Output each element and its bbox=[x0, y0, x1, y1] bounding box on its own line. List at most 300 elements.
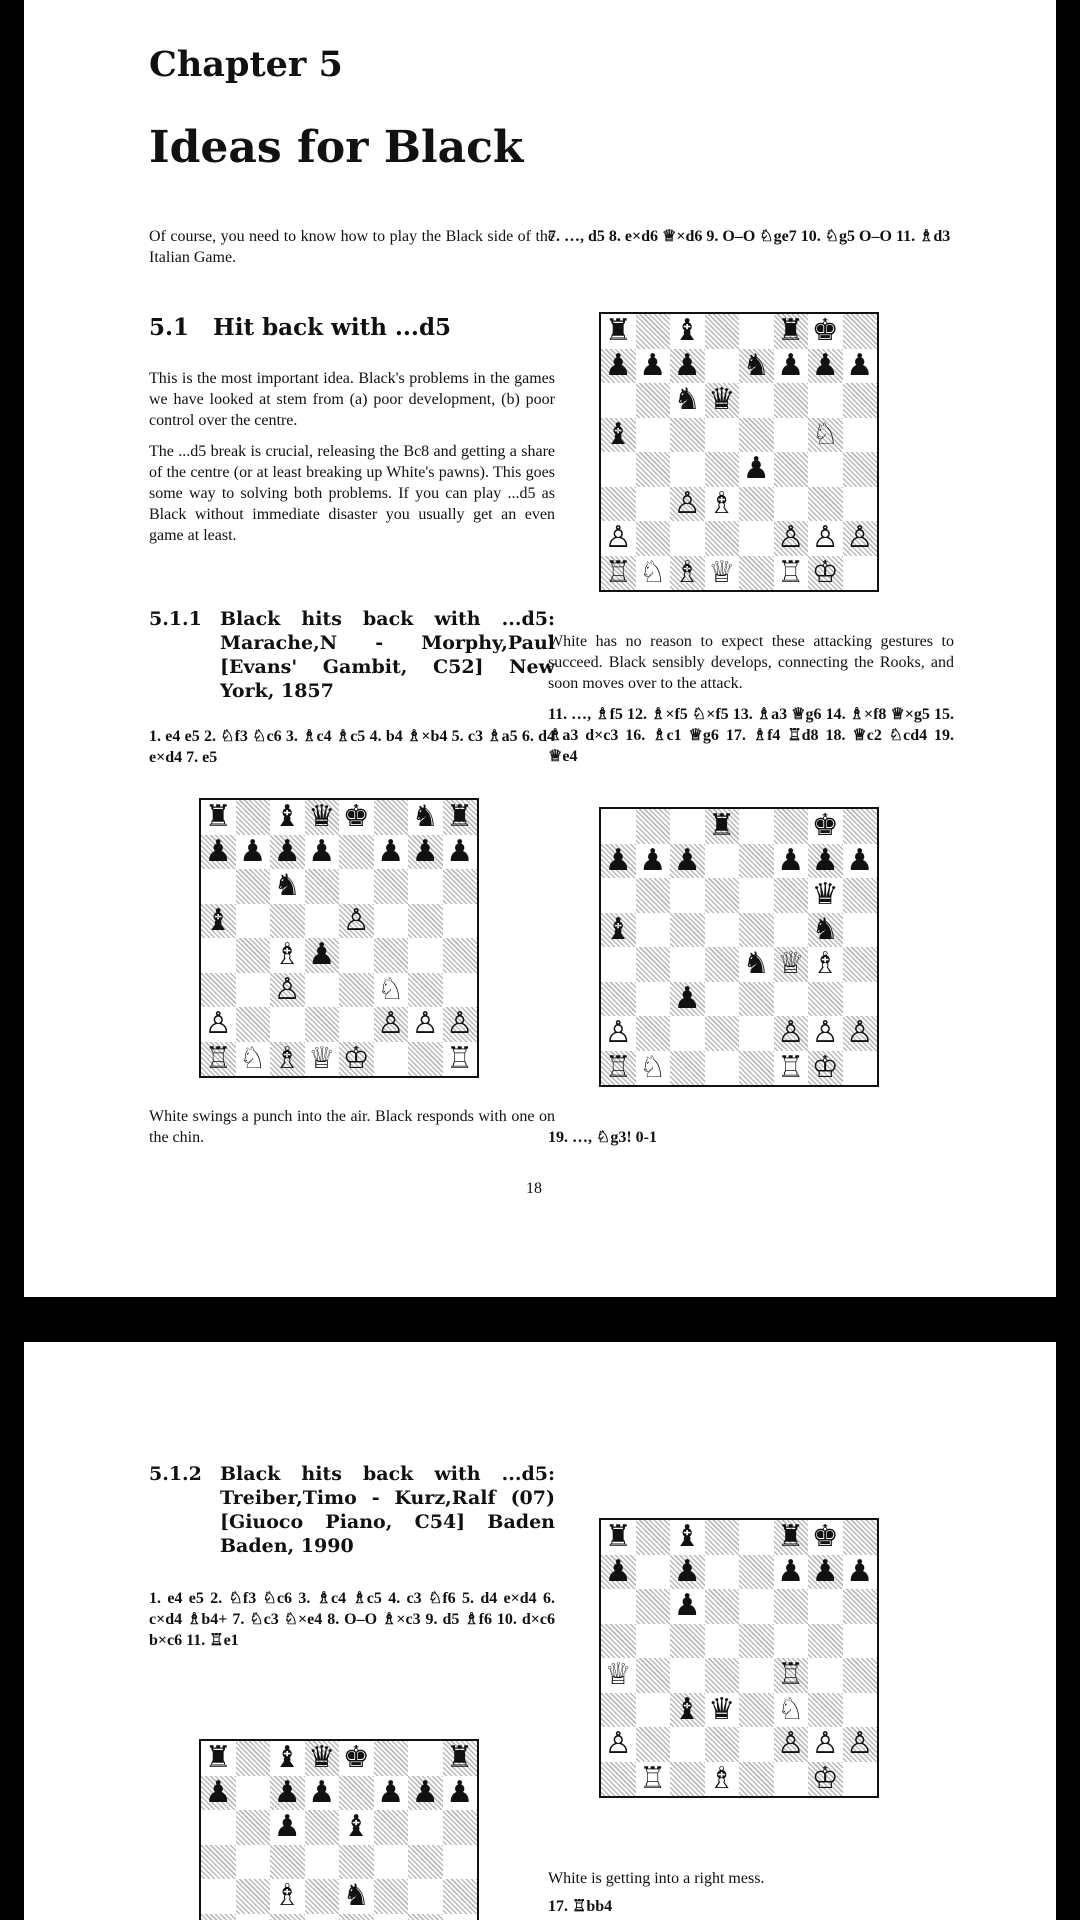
board-square bbox=[270, 1810, 305, 1845]
white-queen-icon: ♕ bbox=[708, 555, 736, 590]
black-pawn-icon: ♟ bbox=[308, 938, 336, 973]
board-square bbox=[408, 938, 443, 973]
black-queen-icon: ♛ bbox=[308, 800, 336, 835]
board-square bbox=[808, 1727, 843, 1762]
board-square bbox=[305, 1914, 340, 1920]
intro-paragraph: Of course, you need to know how to play the Black side of the Italian Game. bbox=[149, 228, 555, 266]
black-rook-icon: ♜ bbox=[708, 809, 736, 844]
board-square bbox=[305, 1741, 340, 1776]
board-square bbox=[774, 1624, 809, 1659]
board-square bbox=[739, 1658, 774, 1693]
board-square bbox=[705, 1658, 740, 1693]
board-square bbox=[739, 947, 774, 982]
white-knight-icon: ♘ bbox=[777, 1692, 805, 1727]
white-pawn-icon: ♙ bbox=[411, 1007, 439, 1042]
board-square bbox=[236, 1776, 271, 1811]
board-square bbox=[808, 1555, 843, 1590]
board-square bbox=[339, 1007, 374, 1042]
paragraph-2: The ...d5 break is crucial, releasing the Bc8 and getting a share of the centre (or at least breaking up White's pawns). This goes some way to solving both problems. If you can play ...d5 as Black without immediate disaster you usually get an even game at least. bbox=[149, 443, 555, 544]
board-square bbox=[305, 1810, 340, 1845]
board-square bbox=[774, 556, 809, 591]
black-pawn-icon: ♟ bbox=[604, 843, 632, 878]
board-square bbox=[443, 1776, 478, 1811]
black-pawn-icon: ♟ bbox=[411, 1775, 439, 1810]
subsection-number-2: 5.1.2 bbox=[149, 1463, 202, 1485]
board-square bbox=[808, 383, 843, 418]
board-square bbox=[670, 1624, 705, 1659]
board-square bbox=[843, 1658, 878, 1693]
board-square bbox=[305, 869, 340, 904]
board-square bbox=[201, 869, 236, 904]
board-square bbox=[808, 844, 843, 879]
board-square bbox=[236, 1879, 271, 1914]
board-square bbox=[636, 418, 671, 453]
board-square bbox=[670, 1016, 705, 1051]
black-knight-icon: ♞ bbox=[273, 869, 301, 904]
white-pawn-icon: ♙ bbox=[377, 1007, 405, 1042]
board-square bbox=[636, 1589, 671, 1624]
board-square bbox=[374, 869, 409, 904]
black-bishop-icon: ♝ bbox=[204, 903, 232, 938]
board-square bbox=[601, 1589, 636, 1624]
board-square bbox=[374, 835, 409, 870]
board-square bbox=[843, 913, 878, 948]
board-square bbox=[408, 904, 443, 939]
white-bishop-icon: ♗ bbox=[273, 1879, 301, 1914]
board-square bbox=[601, 487, 636, 522]
white-pawn-icon: ♙ bbox=[846, 1727, 874, 1762]
white-bishop-icon: ♗ bbox=[811, 947, 839, 982]
board-square bbox=[774, 844, 809, 879]
white-pawn-icon: ♙ bbox=[342, 903, 370, 938]
black-queen-icon: ♛ bbox=[308, 1741, 336, 1776]
black-pawn-icon: ♟ bbox=[411, 834, 439, 869]
board-square bbox=[636, 1051, 671, 1086]
subsection-heading bbox=[149, 607, 555, 703]
black-bishop-icon: ♝ bbox=[342, 1810, 370, 1845]
board-square bbox=[774, 1051, 809, 1086]
board-square bbox=[270, 1879, 305, 1914]
white-queen-icon: ♕ bbox=[604, 1658, 632, 1693]
board-square bbox=[270, 869, 305, 904]
board-square bbox=[808, 878, 843, 913]
white-pawn-icon: ♙ bbox=[446, 1007, 474, 1042]
board-square bbox=[843, 556, 878, 591]
white-pawn-icon: ♙ bbox=[846, 521, 874, 556]
board-square bbox=[305, 1776, 340, 1811]
black-rook-icon: ♜ bbox=[446, 800, 474, 835]
board-square bbox=[739, 383, 774, 418]
black-pawn-icon: ♟ bbox=[846, 1554, 874, 1589]
black-bishop-icon: ♝ bbox=[273, 800, 301, 835]
chess-board-b bbox=[599, 312, 879, 592]
board-square bbox=[601, 982, 636, 1017]
board-square bbox=[705, 1051, 740, 1086]
board-square bbox=[774, 1658, 809, 1693]
board-square bbox=[305, 800, 340, 835]
board-square bbox=[705, 913, 740, 948]
board-square bbox=[443, 869, 478, 904]
board-square bbox=[808, 556, 843, 591]
black-knight-icon: ♞ bbox=[811, 912, 839, 947]
white-queen-icon: ♕ bbox=[308, 1041, 336, 1076]
white-rook-icon: ♖ bbox=[446, 1041, 474, 1076]
board-square bbox=[636, 1693, 671, 1728]
white-pawn-icon: ♙ bbox=[811, 521, 839, 556]
board-square bbox=[705, 1762, 740, 1797]
white-knight-icon: ♘ bbox=[811, 417, 839, 452]
board-square bbox=[739, 521, 774, 556]
board-square bbox=[201, 1914, 236, 1920]
board-square bbox=[705, 314, 740, 349]
board-square bbox=[774, 349, 809, 384]
white-pawn-icon: ♙ bbox=[811, 1727, 839, 1762]
white-rook-icon: ♖ bbox=[777, 1050, 805, 1085]
white-pawn-icon: ♙ bbox=[846, 1016, 874, 1051]
white-pawn-icon: ♙ bbox=[777, 1727, 805, 1762]
board-square bbox=[774, 521, 809, 556]
white-knight-icon: ♘ bbox=[377, 972, 405, 1007]
board-square bbox=[408, 1042, 443, 1077]
black-pawn-icon: ♟ bbox=[673, 843, 701, 878]
board-square bbox=[443, 1042, 478, 1077]
board-square bbox=[408, 973, 443, 1008]
black-rook-icon: ♜ bbox=[777, 1520, 805, 1555]
white-pawn-icon: ♙ bbox=[777, 1016, 805, 1051]
final-moves: 19. …, ♘g3! 0-1 bbox=[548, 1129, 657, 1146]
board-square bbox=[739, 913, 774, 948]
chess-board-c bbox=[599, 807, 879, 1087]
board-square bbox=[636, 314, 671, 349]
board-square bbox=[636, 982, 671, 1017]
section-title: Hit back with ...d5 bbox=[213, 314, 452, 341]
board-square bbox=[636, 383, 671, 418]
black-pawn-icon: ♟ bbox=[846, 348, 874, 383]
board-square bbox=[843, 1762, 878, 1797]
board-square bbox=[705, 982, 740, 1017]
board-square bbox=[843, 1693, 878, 1728]
board-square bbox=[374, 1007, 409, 1042]
board-square bbox=[270, 1914, 305, 1920]
board-square bbox=[443, 1741, 478, 1776]
board-square bbox=[739, 314, 774, 349]
board-square bbox=[808, 1624, 843, 1659]
board-square bbox=[339, 1914, 374, 1920]
board-square bbox=[270, 1845, 305, 1880]
board-square bbox=[201, 1879, 236, 1914]
board-square bbox=[739, 1016, 774, 1051]
board-square bbox=[808, 418, 843, 453]
board-square bbox=[739, 1555, 774, 1590]
board-square bbox=[270, 938, 305, 973]
black-bishop-icon: ♝ bbox=[673, 314, 701, 349]
black-bishop-icon: ♝ bbox=[673, 1692, 701, 1727]
board-square bbox=[739, 1762, 774, 1797]
board-square bbox=[808, 809, 843, 844]
board-square bbox=[601, 844, 636, 879]
black-pawn-icon: ♟ bbox=[777, 348, 805, 383]
board-square bbox=[808, 349, 843, 384]
board-square bbox=[443, 1845, 478, 1880]
board-square bbox=[670, 349, 705, 384]
board-square bbox=[670, 1555, 705, 1590]
board-square bbox=[601, 1762, 636, 1797]
board-square bbox=[808, 1520, 843, 1555]
section-number: 5.1 bbox=[149, 314, 190, 341]
white-rook-icon: ♖ bbox=[777, 555, 805, 590]
board-square bbox=[601, 809, 636, 844]
board-square bbox=[739, 556, 774, 591]
board-square bbox=[305, 973, 340, 1008]
black-pawn-icon: ♟ bbox=[846, 843, 874, 878]
board-square bbox=[201, 973, 236, 1008]
board-square bbox=[374, 1776, 409, 1811]
board-square bbox=[270, 1776, 305, 1811]
board-square bbox=[705, 809, 740, 844]
board-square bbox=[670, 383, 705, 418]
black-pawn-icon: ♟ bbox=[811, 1554, 839, 1589]
black-knight-icon: ♞ bbox=[742, 947, 770, 982]
board-square bbox=[636, 521, 671, 556]
board-square bbox=[843, 809, 878, 844]
black-bishop-icon: ♝ bbox=[604, 912, 632, 947]
black-king-icon: ♚ bbox=[342, 1741, 370, 1776]
board-square bbox=[601, 1555, 636, 1590]
board-square bbox=[601, 1693, 636, 1728]
chess-board-e bbox=[199, 1739, 479, 1920]
black-pawn-icon: ♟ bbox=[673, 1554, 701, 1589]
board-square bbox=[201, 1845, 236, 1880]
black-pawn-icon: ♟ bbox=[239, 834, 267, 869]
board-square bbox=[374, 1845, 409, 1880]
black-pawn-icon: ♟ bbox=[604, 348, 632, 383]
board-square bbox=[374, 1914, 409, 1920]
white-pawn-icon: ♙ bbox=[604, 1016, 632, 1051]
board-square bbox=[808, 1693, 843, 1728]
board-square bbox=[774, 1589, 809, 1624]
board-square bbox=[774, 878, 809, 913]
black-pawn-icon: ♟ bbox=[604, 1554, 632, 1589]
board-square bbox=[670, 947, 705, 982]
white-bishop-icon: ♗ bbox=[273, 938, 301, 973]
board-square bbox=[408, 1845, 443, 1880]
black-knight-icon: ♞ bbox=[411, 800, 439, 835]
black-rook-icon: ♜ bbox=[604, 1520, 632, 1555]
board-square bbox=[408, 1007, 443, 1042]
board-square bbox=[843, 1520, 878, 1555]
paragraph-1: This is the most important idea. Black's problems in the games we have looked at stem from (a) poor development, (b) poor control over the centre. bbox=[149, 370, 555, 429]
black-queen-icon: ♛ bbox=[811, 878, 839, 913]
board-square bbox=[236, 800, 271, 835]
white-queen-icon: ♕ bbox=[777, 947, 805, 982]
board-square bbox=[339, 1741, 374, 1776]
board-square bbox=[601, 878, 636, 913]
board-square bbox=[808, 982, 843, 1017]
black-rook-icon: ♜ bbox=[204, 1741, 232, 1776]
board-square bbox=[774, 1693, 809, 1728]
board-square bbox=[670, 1658, 705, 1693]
board-square bbox=[808, 1051, 843, 1086]
board-square bbox=[374, 1042, 409, 1077]
board-square bbox=[270, 1042, 305, 1077]
board-square bbox=[670, 556, 705, 591]
board-square bbox=[201, 800, 236, 835]
board-square bbox=[808, 1589, 843, 1624]
board-square bbox=[270, 800, 305, 835]
board-square bbox=[636, 1727, 671, 1762]
black-queen-icon: ♛ bbox=[708, 1692, 736, 1727]
board-square bbox=[601, 913, 636, 948]
board-square bbox=[843, 1051, 878, 1086]
board-square bbox=[774, 1555, 809, 1590]
white-king-icon: ♔ bbox=[811, 555, 839, 590]
subsection-heading-2 bbox=[149, 1462, 555, 1558]
board-square bbox=[739, 487, 774, 522]
board-square bbox=[339, 1845, 374, 1880]
board-square bbox=[601, 1520, 636, 1555]
board-square bbox=[774, 809, 809, 844]
white-knight-icon: ♘ bbox=[639, 555, 667, 590]
board-square bbox=[636, 1016, 671, 1051]
board-square bbox=[843, 947, 878, 982]
board-square bbox=[808, 314, 843, 349]
white-bishop-icon: ♗ bbox=[708, 486, 736, 521]
board-square bbox=[705, 878, 740, 913]
board-square bbox=[843, 878, 878, 913]
subsection-number: 5.1.1 bbox=[149, 608, 202, 630]
board-square bbox=[236, 1007, 271, 1042]
board-square bbox=[443, 1879, 478, 1914]
board-square bbox=[739, 1727, 774, 1762]
page-number: 18 bbox=[526, 1180, 542, 1197]
white-rook-icon: ♖ bbox=[639, 1761, 667, 1796]
board-square bbox=[236, 904, 271, 939]
black-bishop-icon: ♝ bbox=[273, 1741, 301, 1776]
board-square bbox=[670, 452, 705, 487]
white-pawn-icon: ♙ bbox=[811, 1016, 839, 1051]
board-square bbox=[305, 835, 340, 870]
board-square bbox=[408, 800, 443, 835]
page-19 bbox=[24, 1342, 1056, 1920]
board-square bbox=[705, 1016, 740, 1051]
board-square bbox=[670, 1520, 705, 1555]
board-square bbox=[705, 844, 740, 879]
board-square bbox=[843, 418, 878, 453]
board-square bbox=[739, 1589, 774, 1624]
board-square bbox=[808, 1016, 843, 1051]
board-square bbox=[705, 1589, 740, 1624]
board-square bbox=[843, 1589, 878, 1624]
board-square bbox=[443, 835, 478, 870]
board-square bbox=[670, 1051, 705, 1086]
board-square bbox=[843, 1624, 878, 1659]
board-square bbox=[201, 1776, 236, 1811]
board-square bbox=[236, 938, 271, 973]
board-square bbox=[408, 1741, 443, 1776]
board-square bbox=[808, 452, 843, 487]
black-rook-icon: ♜ bbox=[777, 314, 805, 349]
board-square bbox=[443, 1810, 478, 1845]
board-square bbox=[843, 521, 878, 556]
board-square bbox=[236, 1845, 271, 1880]
board-square bbox=[374, 938, 409, 973]
board-square bbox=[670, 878, 705, 913]
board-square bbox=[339, 835, 374, 870]
board-square bbox=[201, 938, 236, 973]
board-square bbox=[705, 1727, 740, 1762]
board-square bbox=[705, 947, 740, 982]
board-square bbox=[443, 973, 478, 1008]
black-knight-icon: ♞ bbox=[742, 348, 770, 383]
board-square bbox=[236, 835, 271, 870]
board-square bbox=[339, 904, 374, 939]
board-square bbox=[808, 521, 843, 556]
board-square bbox=[670, 913, 705, 948]
board-square bbox=[670, 1727, 705, 1762]
board-square bbox=[443, 800, 478, 835]
board-square bbox=[601, 1727, 636, 1762]
board-square bbox=[843, 349, 878, 384]
board-square bbox=[843, 487, 878, 522]
section-heading bbox=[149, 314, 451, 341]
board-square bbox=[774, 913, 809, 948]
board-square bbox=[601, 947, 636, 982]
board-square bbox=[339, 1810, 374, 1845]
board-square bbox=[774, 1727, 809, 1762]
board-square bbox=[808, 913, 843, 948]
black-rook-icon: ♜ bbox=[204, 800, 232, 835]
board-square bbox=[705, 556, 740, 591]
white-rook-icon: ♖ bbox=[604, 1050, 632, 1085]
board-square bbox=[601, 556, 636, 591]
board-square bbox=[374, 1879, 409, 1914]
board-square bbox=[201, 1042, 236, 1077]
black-pawn-icon: ♟ bbox=[639, 843, 667, 878]
board-square bbox=[808, 1762, 843, 1797]
board-square bbox=[601, 1051, 636, 1086]
board-square bbox=[670, 521, 705, 556]
board-square bbox=[739, 1051, 774, 1086]
board-square bbox=[374, 800, 409, 835]
white-pawn-icon: ♙ bbox=[604, 521, 632, 556]
chapter-label: Chapter 5 bbox=[149, 44, 343, 85]
white-pawn-icon: ♙ bbox=[604, 1727, 632, 1762]
board-square bbox=[408, 869, 443, 904]
black-pawn-icon: ♟ bbox=[377, 834, 405, 869]
black-king-icon: ♚ bbox=[811, 314, 839, 349]
board-square bbox=[305, 904, 340, 939]
board-square bbox=[443, 904, 478, 939]
black-pawn-icon: ♟ bbox=[204, 834, 232, 869]
white-rook-icon: ♖ bbox=[204, 1041, 232, 1076]
intro-moves: 7. …, d5 8. e×d6 ♕×d6 9. O–O ♘ge7 10. ♘g5 O–O 11. ♗d3 bbox=[548, 228, 951, 245]
white-rook-icon: ♖ bbox=[604, 555, 632, 590]
board-square bbox=[739, 844, 774, 879]
black-pawn-icon: ♟ bbox=[673, 1589, 701, 1624]
black-pawn-icon: ♟ bbox=[273, 1810, 301, 1845]
board-square bbox=[739, 418, 774, 453]
board-square bbox=[601, 1658, 636, 1693]
board-square bbox=[408, 1914, 443, 1920]
board-square bbox=[636, 913, 671, 948]
board-square bbox=[374, 904, 409, 939]
board-square bbox=[774, 314, 809, 349]
board-square bbox=[408, 1776, 443, 1811]
board-square bbox=[339, 973, 374, 1008]
black-knight-icon: ♞ bbox=[673, 383, 701, 418]
board-square bbox=[843, 1016, 878, 1051]
white-knight-icon: ♘ bbox=[239, 1041, 267, 1076]
